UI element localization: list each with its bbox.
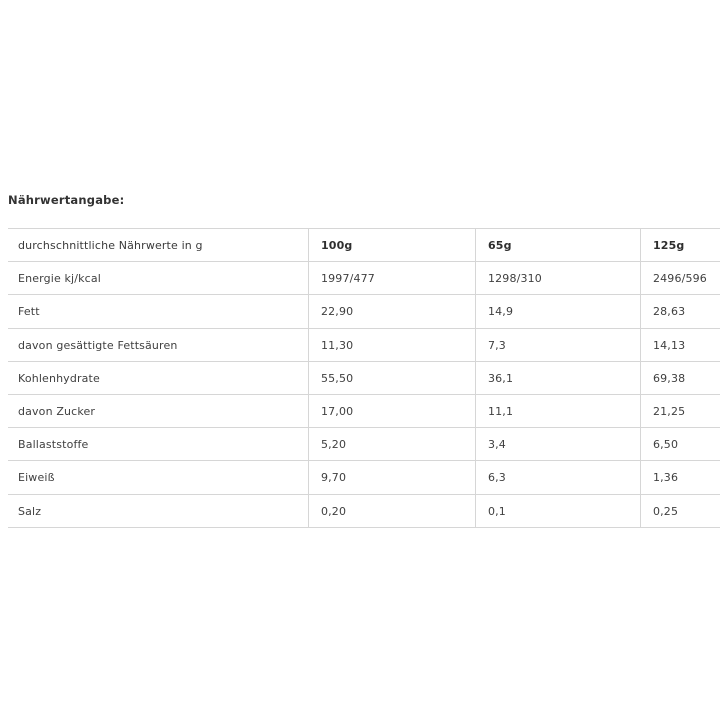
row-value-125g: 69,38 [641,361,720,394]
row-label: Fett [8,295,309,328]
row-label: Energie kj/kcal [8,262,309,295]
table-header-amount-3: 125g [641,229,720,262]
row-label: Kohlenhydrate [8,361,309,394]
row-value-65g: 3,4 [476,428,641,461]
row-value-100g: 0,20 [309,494,476,527]
row-value-65g: 7,3 [476,328,641,361]
table-row [8,328,720,361]
table-header-label: durchschnittliche Nährwerte in g [8,229,309,262]
row-value-100g: 55,50 [309,361,476,394]
row-value-125g: 6,50 [641,428,720,461]
row-label: Ballaststoffe [8,428,309,461]
table-header-amount-1: 100g [309,229,476,262]
row-value-125g: 2496/596 [641,262,720,295]
row-value-125g: 1,36 [641,461,720,494]
row-value-100g: 1997/477 [309,262,476,295]
row-value-100g: 9,70 [309,461,476,494]
table-row [8,394,720,427]
row-value-125g: 0,25 [641,494,720,527]
table-row [8,295,720,328]
row-value-100g: 11,30 [309,328,476,361]
row-value-125g: 14,13 [641,328,720,361]
row-value-65g: 11,1 [476,394,641,427]
row-label: Eiweiß [8,461,309,494]
row-value-65g: 14,9 [476,295,641,328]
row-value-100g: 17,00 [309,394,476,427]
table-row [8,361,720,394]
row-value-100g: 5,20 [309,428,476,461]
table-row [8,428,720,461]
row-value-65g: 6,3 [476,461,641,494]
page-title: Nährwertangabe: [8,193,125,207]
row-value-125g: 21,25 [641,394,720,427]
row-label: davon gesättigte Fettsäuren [8,328,309,361]
row-label: davon Zucker [8,394,309,427]
table-header-row [8,229,720,262]
table-row [8,461,720,494]
table-row [8,262,720,295]
table-header-amount-2: 65g [476,229,641,262]
table-row [8,494,720,527]
row-value-125g: 28,63 [641,295,720,328]
row-value-65g: 0,1 [476,494,641,527]
row-value-65g: 1298/310 [476,262,641,295]
nutrition-table [8,228,720,528]
row-label: Salz [8,494,309,527]
row-value-100g: 22,90 [309,295,476,328]
row-value-65g: 36,1 [476,361,641,394]
